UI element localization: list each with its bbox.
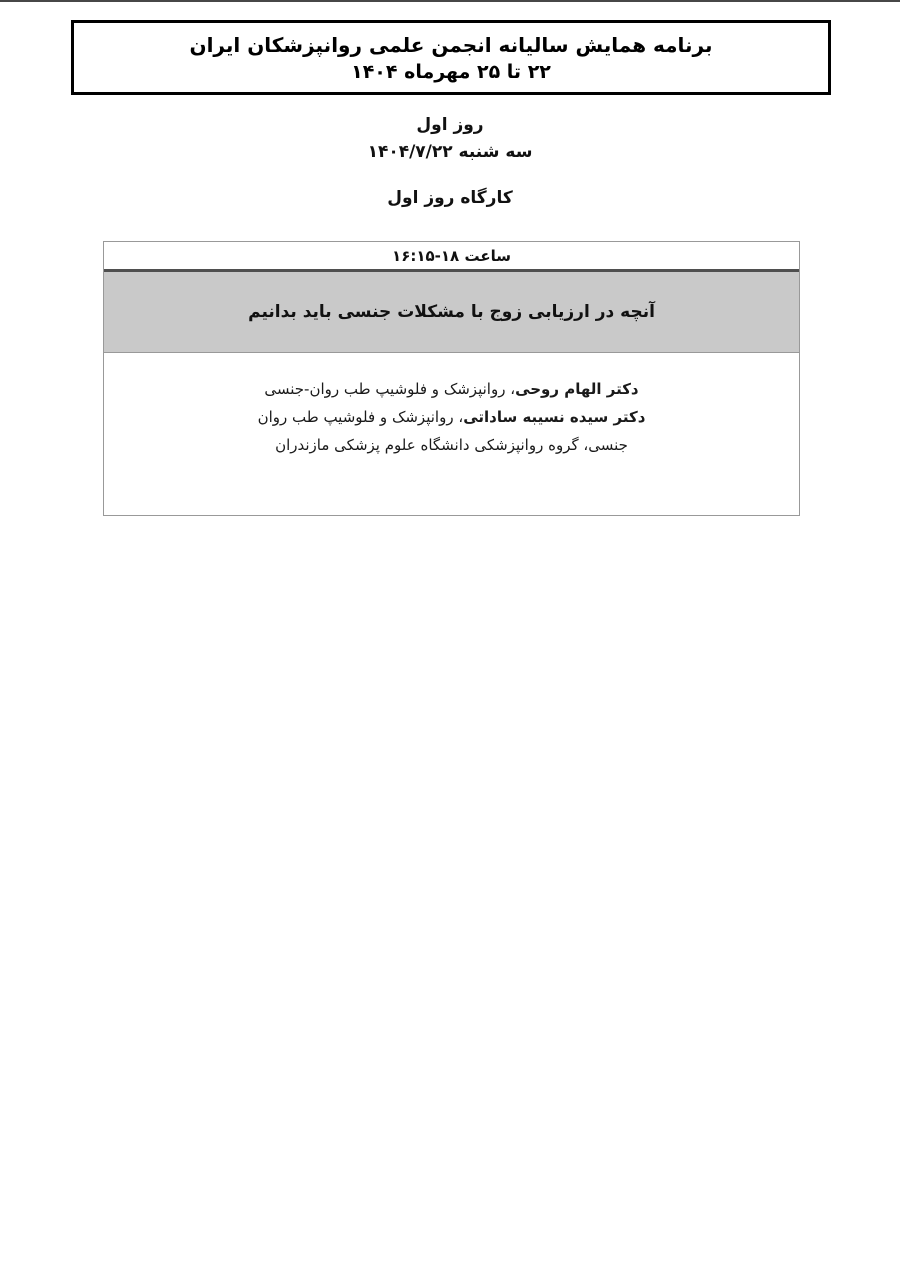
conference-title: برنامه همایش سالیانه انجمن علمی روانپزشکان ایران — [189, 32, 713, 57]
conference-title-box — [71, 20, 831, 95]
speaker-desc: ، روانپزشک و فلوشیپ طب روان-جنسی — [264, 380, 516, 398]
day-block — [0, 112, 900, 166]
speaker-name: دکتر الهام روحی — [515, 380, 639, 398]
day-date: سه شنبه ۱۴۰۴/۷/۲۲ — [367, 142, 533, 162]
workshop-table — [103, 241, 800, 516]
speaker-line — [104, 403, 799, 431]
session-title-cell: آنچه در ارزیابی زوج با مشکلات جنسی باید بدانیم — [104, 272, 799, 353]
day-heading: روز اول — [416, 115, 484, 135]
conference-dates: ۲۲ تا ۲۵ مهرماه ۱۴۰۴ — [351, 60, 551, 83]
speaker-line — [104, 431, 799, 459]
speakers-cell — [104, 353, 799, 515]
time-header-cell: ساعت ۱۸-۱۶:۱۵ — [104, 242, 799, 272]
speaker-line — [104, 375, 799, 403]
workshop-section-heading: کارگاه روز اول — [387, 188, 513, 208]
speaker-name: دکتر سیده نسیبه ساداتی — [463, 408, 646, 426]
speaker-desc: جنسی، گروه روانپزشکی دانشگاه علوم پزشکی مازندران — [275, 436, 628, 454]
top-divider — [0, 0, 900, 2]
speaker-desc: ، روانپزشک و فلوشیپ طب روان — [257, 408, 464, 426]
